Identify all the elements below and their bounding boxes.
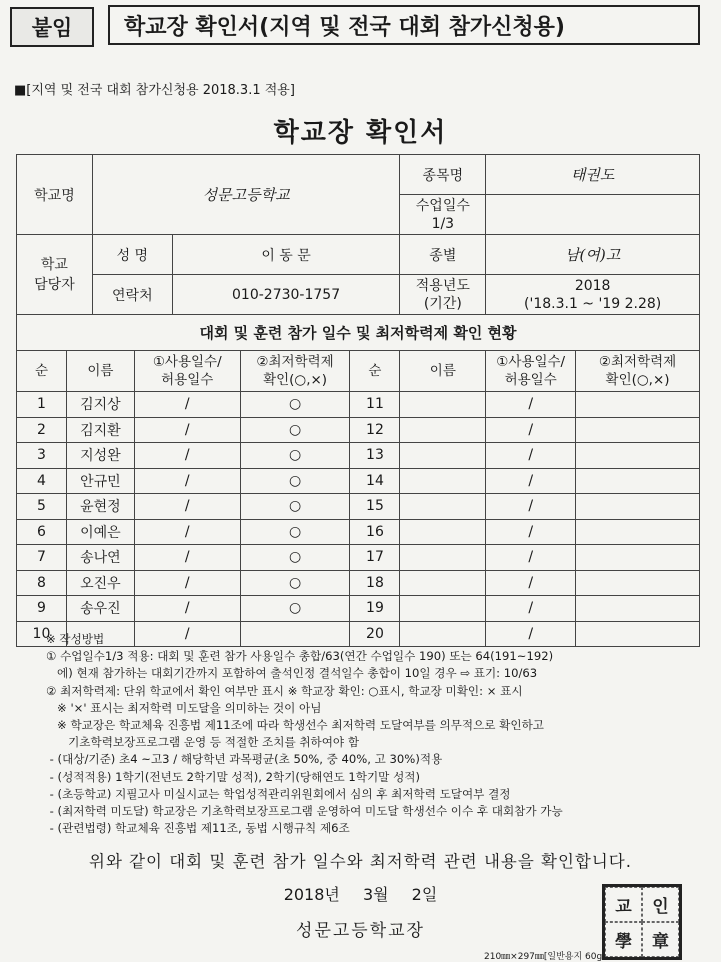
person-name-label: 성 명	[92, 235, 172, 275]
instruction-line: - (대상/기준) 초4 ~고3 / 해당학년 과목평균(초 50%, 중 40%, 고 30%)적용	[46, 752, 443, 767]
right-no-cell: 13	[350, 443, 400, 469]
year-value	[486, 275, 700, 315]
left-name-cell: 송우진	[66, 596, 134, 622]
header-days-2-line1: ①사용일수/	[496, 354, 566, 370]
header-days-line1: ①사용일수/	[152, 354, 222, 370]
table-row	[17, 570, 700, 596]
right-name-cell	[400, 519, 486, 545]
right-days-cell: /	[486, 468, 576, 494]
right-name-cell	[400, 494, 486, 520]
left-no-cell: 8	[17, 570, 67, 596]
instruction-line: ※ 작성방법	[46, 632, 105, 646]
class-days-value	[486, 195, 700, 235]
left-no-cell: 9	[17, 596, 67, 622]
left-days-cell: /	[134, 545, 240, 571]
contact-label-line1: 학교	[40, 256, 68, 273]
right-days-cell: /	[486, 545, 576, 571]
left-name-cell: 안규민	[66, 468, 134, 494]
right-check-cell	[576, 392, 700, 418]
left-name-cell: 김지환	[66, 417, 134, 443]
header-min-line1: ②최저학력제	[256, 354, 334, 370]
left-days-cell: /	[134, 519, 240, 545]
table-row	[17, 443, 700, 469]
left-no-cell: 5	[17, 494, 67, 520]
right-name-cell	[400, 443, 486, 469]
instruction-line: ② 최저학력제: 단위 학교에서 확인 여부만 표시 ※ 학교장 확인: ○표시, 학교장 미확인: × 표시	[46, 683, 523, 698]
seal-char: 인	[642, 887, 679, 922]
right-no-cell: 20	[350, 621, 400, 647]
sport-label: 종목명	[400, 155, 486, 195]
attachment-tag: 붙임	[10, 7, 94, 47]
right-no-cell: 14	[350, 468, 400, 494]
section-title: 대회 및 훈련 참가 일수 및 최저학력제 확인 현황	[16, 314, 700, 350]
contact-label	[17, 235, 93, 315]
official-seal-stamp	[602, 884, 682, 960]
left-check-cell: ○	[240, 545, 350, 571]
right-no-cell: 19	[350, 596, 400, 622]
left-no-cell: 10	[17, 621, 67, 647]
year-value-line2: ('18.3.1 ~ '19 2.28)	[524, 295, 662, 312]
left-days-cell: /	[134, 443, 240, 469]
left-name-cell: 송나연	[66, 545, 134, 571]
left-name-cell: 윤현정	[66, 494, 134, 520]
year-label-line1: 적용년도	[415, 277, 470, 294]
right-no-cell: 11	[350, 392, 400, 418]
right-check-cell	[576, 570, 700, 596]
left-days-cell: /	[134, 392, 240, 418]
instruction-line: - (성적적용) 1학기(전년도 2학기말 성적), 2학기(당해연도 1학기말 성적)	[46, 769, 420, 784]
right-no-cell: 15	[350, 494, 400, 520]
right-days-cell: /	[486, 417, 576, 443]
table-row	[17, 468, 700, 494]
header-name-2: 이름	[400, 351, 486, 392]
left-check-cell: ○	[240, 468, 350, 494]
year-value-line1: 2018	[574, 277, 611, 294]
year-label	[400, 275, 486, 315]
right-no-cell: 12	[350, 417, 400, 443]
header-title: 학교장 확인서(지역 및 전국 대회 참가신청용)	[108, 5, 700, 45]
instruction-line: 기초학력보장프로그램 운영 등 적절한 조치를 취하여야 함	[46, 735, 360, 750]
phone-value: 010-2730-1757	[172, 275, 400, 315]
left-check-cell: ○	[240, 519, 350, 545]
header-name: 이름	[66, 351, 134, 392]
contact-label-line2: 담당자	[34, 276, 75, 293]
school-name-value: 성문고등학교	[92, 155, 400, 235]
right-days-cell: /	[486, 519, 576, 545]
right-no-cell: 18	[350, 570, 400, 596]
left-days-cell: /	[134, 468, 240, 494]
header-days	[134, 351, 240, 392]
right-check-cell	[576, 596, 700, 622]
header-days-2	[486, 351, 576, 392]
right-check-cell	[576, 443, 700, 469]
instruction-line: - (관련법령) 학교체육 진흥법 제11조, 동법 시행규칙 제6조	[46, 821, 350, 836]
left-check-cell: ○	[240, 494, 350, 520]
table-row	[17, 545, 700, 571]
right-check-cell	[576, 494, 700, 520]
table-row	[17, 596, 700, 622]
left-name-cell: 지성완	[66, 443, 134, 469]
left-name-cell: 김지상	[66, 392, 134, 418]
left-days-cell: /	[134, 417, 240, 443]
table-row	[17, 519, 700, 545]
right-name-cell	[400, 417, 486, 443]
left-days-cell: /	[134, 621, 240, 647]
header-days-line2: 허용일수	[161, 372, 214, 388]
instruction-line: - (초등학교) 지필고사 미실시교는 학업성적관리위원회에서 심의 후 최저학력 도달여부 결정	[46, 786, 511, 801]
left-check-cell: ○	[240, 417, 350, 443]
header-min-2-line1: ②최저학력제	[598, 354, 677, 370]
left-days-cell: /	[134, 596, 240, 622]
left-no-cell: 3	[17, 443, 67, 469]
class-days-label-line2: 1/3	[431, 215, 455, 232]
writing-instructions	[46, 631, 706, 837]
left-no-cell: 7	[17, 545, 67, 571]
header-min-line2: 확인(○,×)	[263, 372, 328, 388]
table-row	[17, 494, 700, 520]
seal-char: 章	[642, 922, 679, 957]
right-days-cell: /	[486, 494, 576, 520]
right-check-cell	[576, 417, 700, 443]
left-check-cell: ○	[240, 596, 350, 622]
header-min-2-line2: 확인(○,×)	[605, 372, 670, 388]
sport-value: 태권도	[486, 155, 700, 195]
header-no: 순	[17, 351, 67, 392]
right-name-cell	[400, 545, 486, 571]
right-days-cell: /	[486, 443, 576, 469]
right-days-cell: /	[486, 596, 576, 622]
person-name-value: 이 동 문	[172, 235, 400, 275]
principal-signature: 성문고등학교장	[296, 921, 425, 941]
school-info-table	[16, 154, 700, 315]
issue-date: 2018년 3월 2일	[283, 885, 438, 904]
header-min-grade	[240, 351, 350, 392]
roster-header-row	[17, 351, 700, 392]
phone-label: 연락처	[92, 275, 172, 315]
left-no-cell: 6	[17, 519, 67, 545]
right-name-cell	[400, 596, 486, 622]
right-check-cell	[576, 519, 700, 545]
document-title: 학교장 확인서	[273, 118, 448, 148]
class-days-label-line1: 수업일수	[415, 197, 470, 214]
left-check-cell: ○	[240, 570, 350, 596]
confirmation-statement: 위와 같이 대회 및 훈련 참가 일수와 최저학력 관련 내용을 확인합니다.	[89, 852, 632, 871]
seal-char: 교	[605, 887, 642, 922]
left-name-cell: 이예은	[66, 519, 134, 545]
right-no-cell: 16	[350, 519, 400, 545]
right-no-cell: 17	[350, 545, 400, 571]
header-days-2-line2: 허용일수	[504, 372, 557, 388]
left-days-cell: /	[134, 494, 240, 520]
subnote: ■[지역 및 전국 대회 참가신청용 2018.3.1 적용]	[14, 83, 295, 98]
right-name-cell	[400, 392, 486, 418]
instruction-line: ※ '×' 표시는 최저학력 미도달을 의미하는 것이 아님	[46, 700, 322, 715]
right-name-cell	[400, 570, 486, 596]
seal-char: 學	[605, 922, 642, 957]
instruction-line: 에) 현재 참가하는 대회기간까지 포함하여 출석인정 결석일수 총합이 10일 경우 ⇨ 표기: 10/63	[46, 666, 538, 681]
left-check-cell: ○	[240, 392, 350, 418]
paper-size-footer: 210㎜×297㎜[일반용지 60g	[484, 952, 603, 962]
year-label-line2: (기간)	[423, 295, 462, 312]
left-no-cell: 1	[17, 392, 67, 418]
left-days-cell: /	[134, 570, 240, 596]
gender-value: 남(여)고	[486, 235, 700, 275]
left-no-cell: 2	[17, 417, 67, 443]
right-days-cell: /	[486, 570, 576, 596]
header-min-grade-2	[576, 351, 700, 392]
instruction-line: - (최저학력 미도달) 학교장은 기초학력보장프로그램 운영하여 미도달 학생선수 이수 후 대회참가 가능	[46, 804, 563, 819]
right-name-cell	[400, 468, 486, 494]
gender-label: 종별	[400, 235, 486, 275]
table-row	[17, 392, 700, 418]
right-days-cell: /	[486, 392, 576, 418]
right-check-cell	[576, 468, 700, 494]
header-no-2: 순	[350, 351, 400, 392]
instruction-line: ※ 학교장은 학교체육 진흥법 제11조에 따라 학생선수 최저학력 도달여부를 의무적으로 확인하고	[46, 718, 544, 733]
instruction-line: ① 수업일수1/3 적용: 대회 및 훈련 참가 사용일수 총합/63(연간 수업일수 190) 또는 64(191~192)	[46, 649, 554, 664]
class-days-label	[400, 195, 486, 235]
school-name-label: 학교명	[17, 155, 93, 235]
right-days-cell: /	[486, 621, 576, 647]
left-name-cell: 오진우	[66, 570, 134, 596]
roster-table	[16, 350, 700, 647]
table-row	[17, 417, 700, 443]
left-no-cell: 4	[17, 468, 67, 494]
right-check-cell	[576, 545, 700, 571]
left-check-cell: ○	[240, 443, 350, 469]
